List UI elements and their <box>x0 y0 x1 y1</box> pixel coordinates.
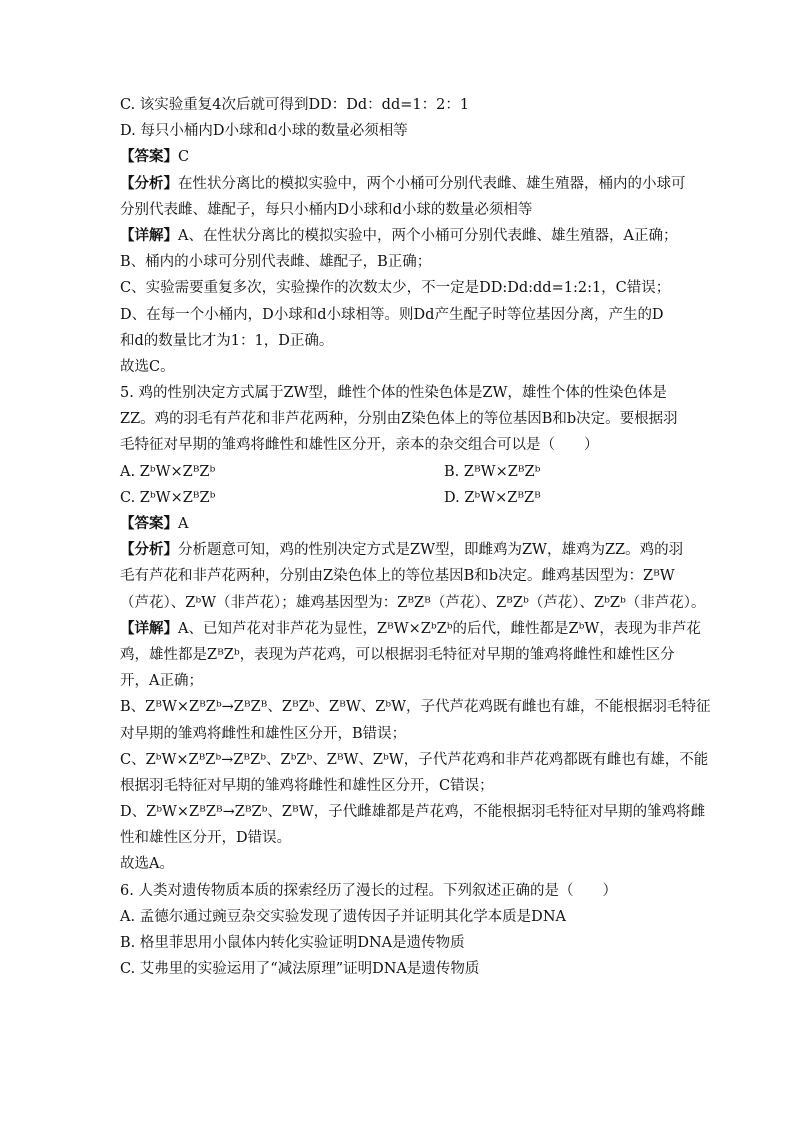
q4-option-c: C. 该实验重复4次后就可得到DD：Dd：dd=1：2：1 <box>120 97 470 113</box>
q4-answer <box>120 144 690 170</box>
q5-detail-line: 根据羽毛特征对早期的雏鸡将雌性和雄性区分开，C错误； <box>120 777 494 794</box>
q5-detail-line: 鸡，雄性都是ZᴮZᵇ，表现为芦花鸡，可以根据羽毛特征对早期的雏鸡将雌性和雄性区分 <box>120 646 675 663</box>
q5-analysis-line: （芦花）、ZᵇW（非芦花）；雄鸡基因型为：ZᴮZᴮ（芦花）、ZᴮZᵇ（芦花）、ZᵇZᵇ（非芦花）。 <box>120 594 706 611</box>
q5-detail-line: D、ZᵇW×ZᴮZᴮ→ZᴮZᵇ、ZᴮW，子代雌雄都是芦花鸡，不能根据羽毛特征对早期的雏鸡将雌 <box>120 804 706 821</box>
q5-stem-line: 毛特征对早期的雏鸡将雌性和雄性区分开，亲本的杂交组合可以是（ ） <box>120 437 599 454</box>
q5-stem-line: ZZ。鸡的羽毛有芦花和非芦花两种，分别由Z染色体上的等位基因B和b决定。要根据羽 <box>120 411 678 428</box>
q4-detail-line: C、实验需要重复多次，实验操作的次数太少，不一定是DD:Dd:dd=1:2:1，C错误； <box>120 280 671 297</box>
q5-conclusion: 故选A。 <box>120 856 174 873</box>
detail-tag: 【详解】 <box>120 619 178 637</box>
q5-option-a: A. ZᵇW×ZᴮZᵇ <box>120 463 216 480</box>
q5-answer <box>120 511 690 537</box>
q5-options-row <box>120 485 690 511</box>
q5-detail-line: 对早期的雏鸡将雌性和雄性区分开，B错误； <box>120 725 407 742</box>
q5-detail-line: 性和雄性区分开，D错误。 <box>120 830 292 847</box>
analysis-text: 在性状分离比的模拟实验中，两个小桶可分别代表雌、雄生殖器，桶内的小球可 <box>178 175 686 192</box>
q5-option-c: C. ZᵇW×ZᴮZᵇ <box>120 489 216 506</box>
q4-analysis-line: 分别代表雌、雄配子，每只小桶内D小球和d小球的数量必须相等 <box>120 201 533 218</box>
q5-detail-line: B、ZᴮW×ZᴮZᵇ→ZᴮZᴮ、ZᴮZᵇ、ZᴮW、ZᵇW，子代芦花鸡既有雌也有雄，不能根据羽毛特征 <box>120 699 711 716</box>
answer-tag: 【答案】 <box>120 148 178 166</box>
q5-analysis-line: 毛有芦花和非芦花两种，分别由Z染色体上的等位基因B和b决定。雌鸡基因型为：ZᴮW <box>120 568 675 585</box>
answer-value: A <box>178 516 189 532</box>
q4-conclusion: 故选C。 <box>120 358 175 375</box>
q5-detail-line: C、ZᵇW×ZᴮZᵇ→ZᴮZᵇ、ZᵇZᵇ、ZᴮW、ZᵇW，子代芦花鸡和非芦花鸡都既有雌也有雄，不能 <box>120 751 709 768</box>
q5-option-b: B. ZᴮW×ZᴮZᵇ <box>444 463 541 480</box>
q5-detail-line <box>120 616 701 642</box>
detail-text: A、已知芦花对非芦花为显性，ZᴮW×ZᵇZᵇ的后代，雌性都是ZᵇW，表现为非芦花 <box>178 620 701 637</box>
answer-tag: 【答案】 <box>120 515 178 532</box>
q5-option-d: D. ZᵇW×ZᴮZᴮ <box>444 489 541 506</box>
analysis-text: 分析题意可知，鸡的性别决定方式是ZW型，即雌鸡为ZW，雄鸡为ZZ。鸡的羽 <box>178 542 684 559</box>
analysis-tag: 【分析】 <box>120 174 178 192</box>
q4-detail-line <box>120 223 690 249</box>
q5-analysis-line <box>120 537 690 563</box>
q6-option-a: A. 孟德尔通过豌豆杂交实验发现了遗传因子并证明其化学本质是DNA <box>120 908 566 925</box>
q6-option-c: C. 艾弗里的实验运用了“减法原理”证明DNA是遗传物质 <box>120 961 480 978</box>
q6-stem: 6. 人类对遗传物质本质的探索经历了漫长的过程。下列叙述正确的是（ ） <box>120 882 617 899</box>
q4-detail-line: B、桶内的小球可分别代表雌、雄配子，B正确； <box>120 254 432 271</box>
q4-detail-line: D、在每一个小桶内，D小球和d小球相等。则Dd产生配子时等位基因分离，产生的D <box>120 306 664 323</box>
q4-detail-line: 和d的数量比才为1：1，D正确。 <box>120 332 334 349</box>
analysis-tag: 【分析】 <box>120 541 178 559</box>
detail-text: A、在性状分离比的模拟实验中，两个小桶可分别代表雌、雄生殖器，A正确； <box>178 227 678 244</box>
q5-stem-line: 5. 鸡的性别决定方式属于ZW型，雌性个体的性染色体是ZW，雄性个体的性染色体是 <box>120 385 667 402</box>
q4-option-d: D. 每只小桶内D小球和d小球的数量必须相等 <box>120 123 408 140</box>
q5-detail-line: 开，A正确； <box>120 673 203 690</box>
detail-tag: 【详解】 <box>120 226 178 244</box>
q6-option-b: B. 格里菲思用小鼠体内转化实验证明DNA是遗传物质 <box>120 935 465 951</box>
q4-analysis-line <box>120 171 690 197</box>
answer-value: C <box>178 149 190 166</box>
q5-options-row <box>120 459 690 485</box>
document-body <box>120 92 711 982</box>
